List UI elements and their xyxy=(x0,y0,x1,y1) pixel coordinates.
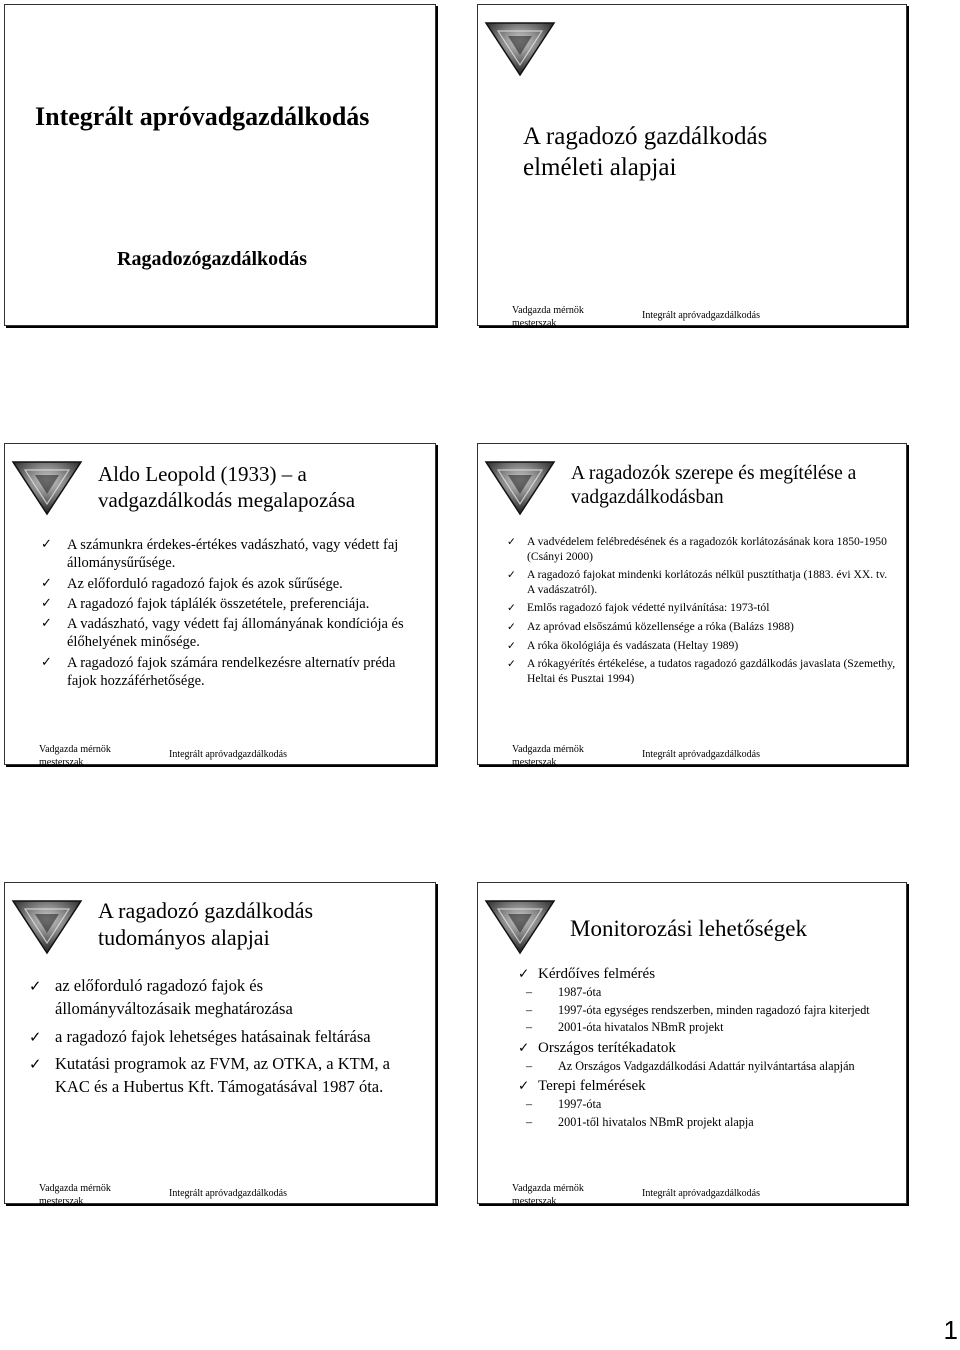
checkmark-bullet-icon: ✓ xyxy=(507,569,516,582)
list-item: ✓ Kérdőíves felmérés – 1987-óta – 1997-óta egységes rendszerben, minden ragadozó fajra kiterjedt – 2001-óta hivatalos NBmR projekt xyxy=(538,965,878,1036)
sub-list-item: – 1997-óta xyxy=(526,1097,602,1111)
list-item: ✓ A számunkra érdekes-értékes vadászható, vagy védett faj állománysűrűsége. xyxy=(41,537,399,572)
page-number: 1 xyxy=(943,1315,958,1345)
footer-left: Vadgazda mérnök mesterszak xyxy=(512,1183,584,1207)
slide-3-title: Aldo Leopold (1933) – a vadgazdálkodás megalapozása xyxy=(98,462,356,512)
list-item: ✓ A róka ökológiája és vadászata (Heltay 1989) xyxy=(507,638,739,652)
inverted-triangle-logo-icon xyxy=(484,460,556,516)
sub-list xyxy=(526,1059,878,1075)
dash-bullet-icon: – xyxy=(526,985,533,999)
slide-4 xyxy=(477,443,907,768)
list-item: ✓ A vadászható, vagy védett faj állományának kondíciója és élőhelyének minősége. xyxy=(41,616,404,651)
list-item: ✓ A ragadozó fajok táplálék összetétele, preferenciája. xyxy=(41,595,370,612)
sub-list xyxy=(526,1097,878,1130)
dash-bullet-icon: – xyxy=(526,1020,533,1034)
sub-list-item: – 1987-óta xyxy=(526,985,602,999)
inverted-triangle-logo-icon xyxy=(484,21,556,77)
sub-list-item: – Az Országos Vadgazdálkodási Adattár nyilvántartása alapján xyxy=(526,1058,855,1073)
dash-bullet-icon: – xyxy=(526,1097,533,1111)
checkmark-bullet-icon: ✓ xyxy=(507,620,516,633)
dash-bullet-icon: – xyxy=(526,1114,533,1129)
footer-right: Integrált apróvadgazdálkodás xyxy=(169,749,288,760)
slide-5-list xyxy=(29,975,395,1099)
slide-3-list xyxy=(41,536,417,690)
footer-left: Vadgazda mérnök mesterszak xyxy=(512,744,584,768)
slide-1 xyxy=(4,4,436,326)
slide-6 xyxy=(477,882,907,1207)
checkmark-bullet-icon: ✓ xyxy=(41,537,52,552)
checkmark-bullet-icon: ✓ xyxy=(518,1039,530,1056)
list-item: ✓ a ragadozó fajok lehetséges hatásainak feltárása xyxy=(55,1026,395,1049)
list-item: ✓ Terepi felmérések – 1997-óta – 2001-től hivatalos NBmR projekt alapja xyxy=(538,1077,878,1130)
list-item: ✓ Kutatási programok az FVM, az OTKA, a KTM, a KAC és a Hubertus Kft. Támogatásával 1987 óta. xyxy=(29,1054,390,1097)
inverted-triangle-logo-icon xyxy=(11,899,83,955)
checkmark-bullet-icon: ✓ xyxy=(507,602,516,615)
footer-right: Integrált apróvadgazdálkodás xyxy=(642,1188,761,1199)
dash-bullet-icon: – xyxy=(526,1058,533,1073)
checkmark-bullet-icon: ✓ xyxy=(518,966,530,982)
footer-left: Vadgazda mérnök mesterszak xyxy=(39,1183,111,1207)
checkmark-bullet-icon: ✓ xyxy=(507,639,516,652)
slide-1-subtitle: Ragadozógazdálkodás xyxy=(117,248,308,270)
inverted-triangle-logo-icon xyxy=(11,460,83,516)
slide-5-title: A ragadozó gazdálkodás tudományos alapjai xyxy=(98,898,314,950)
list-item: ✓ Emlős ragadozó fajok védetté nyilvánítása: 1973-tól xyxy=(507,601,770,615)
checkmark-bullet-icon: ✓ xyxy=(41,654,52,670)
dash-bullet-icon: – xyxy=(526,1002,533,1017)
checkmark-bullet-icon: ✓ xyxy=(29,1055,42,1074)
slide-2-title: A ragadozó gazdálkodás elméleti alapjai xyxy=(523,123,768,181)
footer-left: Vadgazda mérnök mesterszak xyxy=(512,305,584,329)
slide-6-list xyxy=(518,965,878,1130)
footer-right: Integrált apróvadgazdálkodás xyxy=(642,749,761,760)
inverted-triangle-logo-icon xyxy=(484,899,556,955)
list-item: ✓ az előforduló ragadozó fajok és állományváltozásaik meghatározása xyxy=(29,976,293,1018)
checkmark-bullet-icon: ✓ xyxy=(507,658,516,671)
sub-list xyxy=(526,985,878,1036)
footer-right: Integrált apróvadgazdálkodás xyxy=(169,1188,288,1199)
slide-3 xyxy=(4,443,436,768)
sub-list-item: – 1997-óta egységes rendszerben, minden ragadozó fajra kiterjedt xyxy=(526,1002,870,1017)
list-item: ✓ A vadvédelem felébredésének és a ragadozók korlátozásának kora 1850-1950 (Csányi 2000) xyxy=(507,535,887,563)
checkmark-bullet-icon: ✓ xyxy=(507,536,516,548)
footer-right: Integrált apróvadgazdálkodás xyxy=(642,310,761,321)
checkmark-bullet-icon: ✓ xyxy=(41,595,52,611)
slide-6-title: Monitorozási lehetőségek xyxy=(570,916,807,941)
slide-1-title: Integrált apróvadgazdálkodás xyxy=(35,102,370,131)
list-item: ✓ Országos terítékadatok – Az Országos Vadgazdálkodási Adattár nyilvántartása alapján xyxy=(538,1039,878,1075)
checkmark-bullet-icon: ✓ xyxy=(29,1027,42,1046)
list-item: ✓ A rókagyérítés értékelése, a tudatos ragadozó gazdálkodás javaslata (Szemethy, Heltai és Pusztai 1994) xyxy=(507,657,896,685)
slide-2 xyxy=(477,4,907,329)
checkmark-bullet-icon: ✓ xyxy=(29,977,42,995)
slide-4-list xyxy=(507,535,897,686)
checkmark-bullet-icon: ✓ xyxy=(41,575,52,591)
list-item: ✓ A ragadozó fajok számára rendelkezésre alternatív préda fajok hozzáférhetősége. xyxy=(41,654,396,690)
list-item: ✓ A ragadozó fajokat mindenki korlátozás nélkül pusztíthatja (1883. évi XX. tv. A vadászatról). xyxy=(507,568,888,596)
checkmark-bullet-icon: ✓ xyxy=(518,1078,530,1094)
list-item: ✓ Az apróvad elsőszámú közellensége a róka (Balázs 1988) xyxy=(507,619,794,633)
checkmark-bullet-icon: ✓ xyxy=(41,616,52,632)
sub-list-item: – 2001-óta hivatalos NBmR projekt xyxy=(526,1020,724,1034)
slide-5 xyxy=(4,882,436,1207)
slide-4-title: A ragadozók szerepe és megítélése a vadgazdálkodásban xyxy=(571,463,857,508)
footer-left: Vadgazda mérnök mesterszak xyxy=(39,744,111,768)
sub-list-item: – 2001-től hivatalos NBmR projekt alapja xyxy=(526,1114,754,1129)
list-item: ✓ Az előforduló ragadozó fajok és azok sűrűsége. xyxy=(41,575,343,592)
